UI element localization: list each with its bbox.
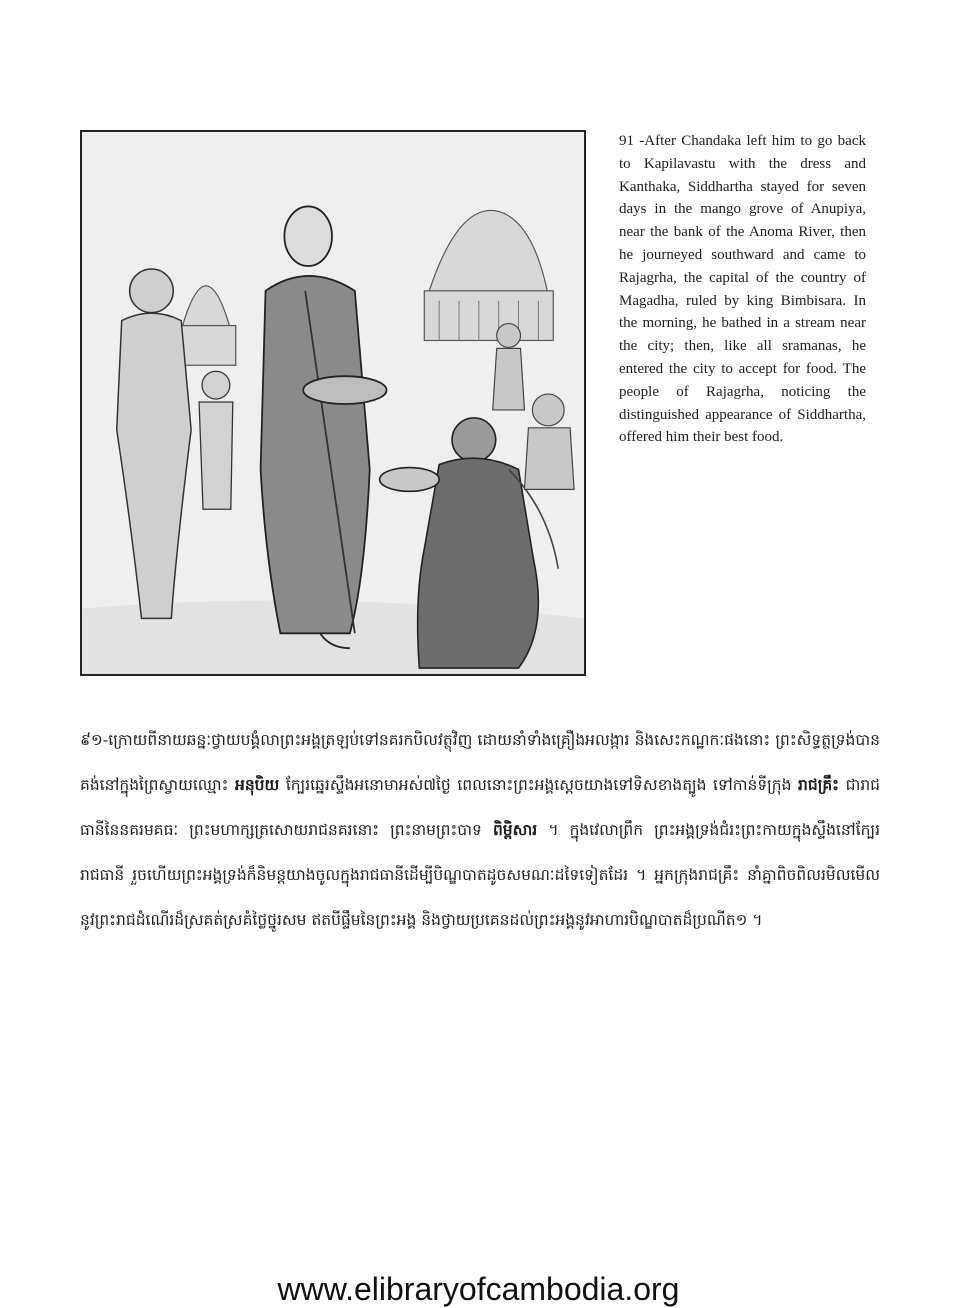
khmer-text-part1: ៩១-ក្រោយពីនាយឆន្នៈថ្វាយបង្គំលាព្រះអង្គត្រឡប់ទៅនគរកបិលវត្ថុវិញ ដោយនាំទាំងគ្រឿងអលង្ការ និងសេះកណ្ឋកៈផងនោះ ព្រះសិទ្ធត្ថទ្រង់បានគង់នៅក្នុងព្រៃស្វាយឈ្មោះ [80,731,880,794]
footer-url[interactable]: www.elibraryofcambodia.org [277,1271,680,1307]
khmer-place-anupiya: អនុបិយ [235,776,280,794]
illustration-siddhartha-alms [80,130,586,676]
illustration-drawing [82,132,584,674]
khmer-text-part4: ។ ក្នុងវេលាព្រឹក ព្រះអង្គទ្រង់ជំរះព្រះកាយក្នុងស្ទឹងនៅក្បែររាជធានី រួចហើយព្រះអង្គទ្រង់ក៏និមន្តយាងចូលក្នុងរាជធានីដើម្បីបិណ្ឌបាតដូចសមណៈដទៃទៀតដែរ ។ អ្នកក្រុងរាជគ្រឹះ នាំគ្នាពិចពិលរមិលមើលនូវព្រះរាជដំណើរដ៏ស្រគត់ស្រគំថ្លៃថ្នូរសម ឥតបីផ្ទឹមនៃព្រះអង្គ និងថ្វាយប្រគេនដល់ព្រះអង្គនូវអាហារបិណ្ឌបាតដ៏ប្រណីត១ ។ [80,821,880,929]
khmer-description [80,718,880,943]
khmer-text-part2: ក្បែរឆ្នេរស្ទឹងអនោមាអស់៧ថ្ងៃ ពេលនោះព្រះអង្គស្តេចយាងទៅទិសខាងត្បូង ទៅកាន់ទីក្រុង [285,776,792,794]
khmer-place-rajagrha: រាជគ្រឹះ [798,776,839,794]
english-description: 91 -After Chandaka left him to go back to Kapilavastu with the dress and Kanthaka, Siddhartha stayed for seven days in the mango grove of Anupiya, near the bank of the Anoma River, then he journeyed southward and came to Rajagrha, the capital of the country of Magadha, ruled by king Bimbisara. In the morning, he bathed in a stream near the city; then, like all sramanas, he entered the city to accept for food. The people of Rajagrha, noticing the distinguished appearance of Siddhartha, offered him their best food. [619,133,866,446]
khmer-king-bimbisara: ពិម្ពិសារ [492,821,538,839]
khmer-text-part3: ជារាជធានីនៃនគរមគធៈ ព្រះមហាក្សត្រសោយរាជនគរនោះ ព្រះនាមព្រះបាទ [80,776,881,839]
